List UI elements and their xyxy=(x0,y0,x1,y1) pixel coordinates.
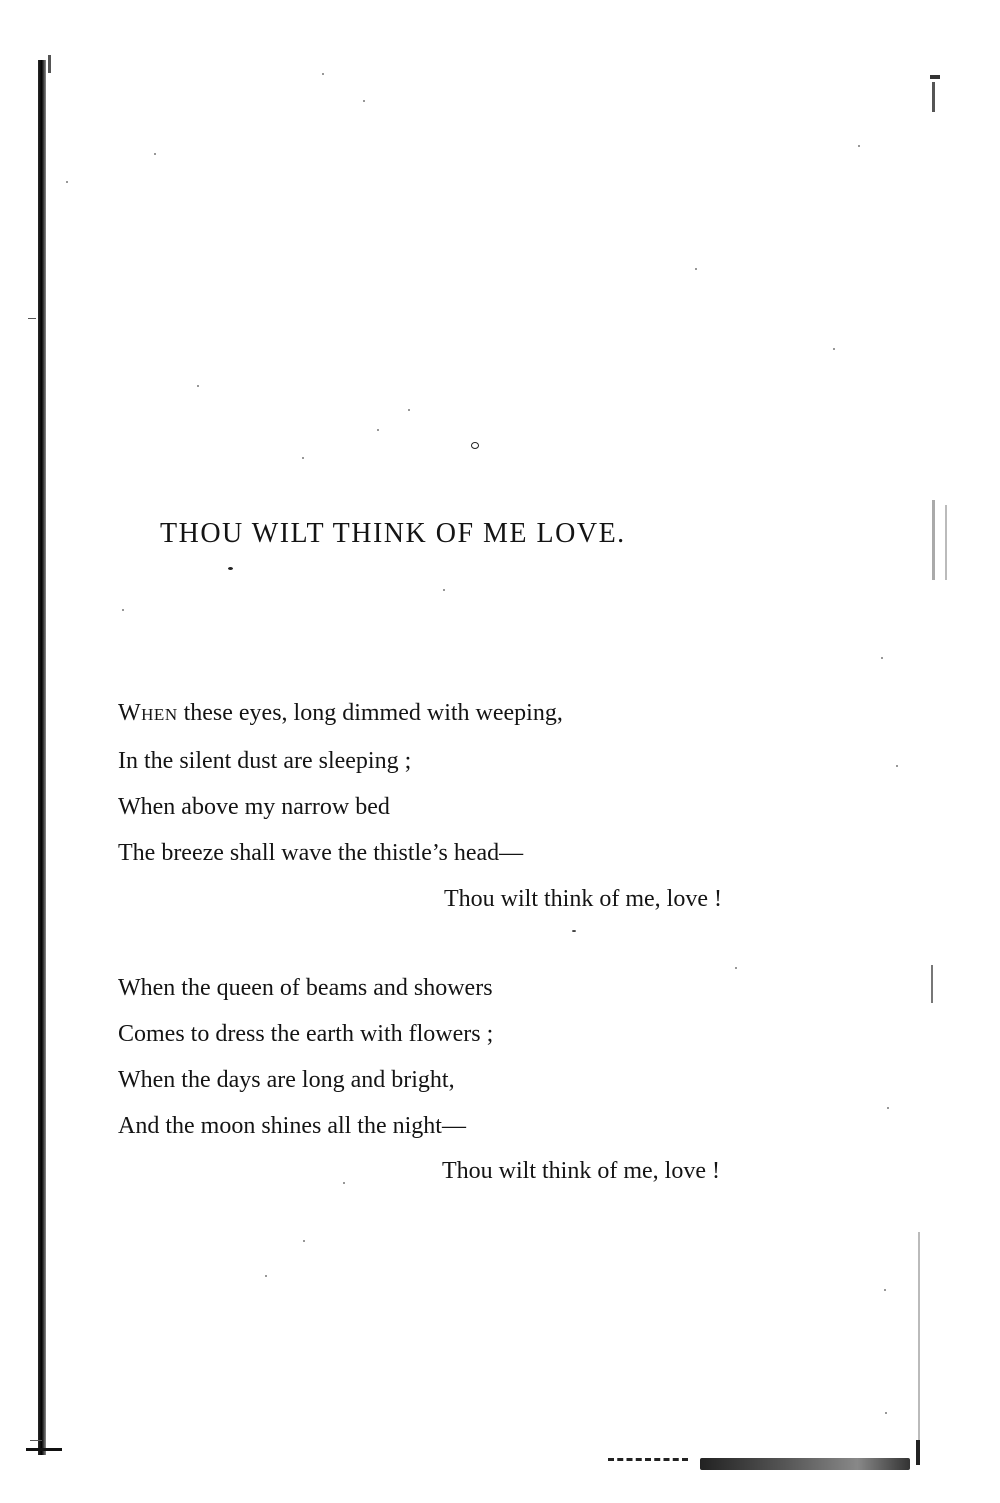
poem-refrain: Thou wilt think of me, love ! xyxy=(442,1158,720,1184)
spine-speck xyxy=(30,1440,42,1441)
speck xyxy=(377,429,379,431)
spine-speck xyxy=(28,318,36,319)
book-spine-foot xyxy=(26,1448,62,1451)
speck xyxy=(884,1289,886,1291)
first-line-rest: these eyes, long dimmed with weeping, xyxy=(177,700,563,726)
poem-line: When the days are long and bright, xyxy=(118,1067,455,1093)
poem-line: When above my narrow bed xyxy=(118,794,390,820)
margin-mark xyxy=(945,505,947,580)
speck xyxy=(343,1182,345,1184)
speck xyxy=(858,145,860,147)
poem-line: Comes to dress the earth with flowers ; xyxy=(118,1021,494,1047)
speck xyxy=(66,181,68,183)
speck xyxy=(735,967,737,969)
margin-mark xyxy=(932,82,935,112)
margin-mark xyxy=(916,1440,920,1465)
margin-mark xyxy=(918,1232,920,1442)
speck xyxy=(302,457,304,459)
poem-line: The breeze shall wave the thistle’s head— xyxy=(118,840,524,866)
speck xyxy=(881,657,883,659)
spine-speck xyxy=(48,55,51,73)
speck xyxy=(896,765,898,767)
speck xyxy=(197,385,199,387)
poem-line: When the queen of beams and showers xyxy=(118,975,493,1001)
margin-mark xyxy=(931,965,933,1003)
bottom-ink-smudge xyxy=(700,1458,910,1470)
ornament-icon xyxy=(471,442,479,449)
speck xyxy=(572,930,576,932)
speck xyxy=(443,589,445,591)
book-spine-edge xyxy=(38,60,46,1455)
speck xyxy=(265,1275,267,1277)
speck xyxy=(887,1107,889,1109)
poem-title: THOU WILT THINK OF ME LOVE. xyxy=(160,518,626,549)
speck xyxy=(695,268,697,270)
poem-refrain: Thou wilt think of me, love ! xyxy=(444,886,722,912)
initial-word: When xyxy=(118,700,178,726)
poem-line: In the silent dust are sleeping ; xyxy=(118,748,412,774)
speck xyxy=(154,153,156,155)
speck xyxy=(122,609,124,611)
speck xyxy=(228,567,233,570)
speck xyxy=(303,1240,305,1242)
margin-mark xyxy=(930,75,940,79)
poem-line xyxy=(118,700,563,727)
poem-line: And the moon shines all the night— xyxy=(118,1113,466,1139)
speck xyxy=(408,409,410,411)
margin-mark xyxy=(932,500,935,580)
speck xyxy=(833,348,835,350)
speck xyxy=(363,100,365,102)
speck xyxy=(322,73,324,75)
bottom-dashes xyxy=(608,1458,688,1469)
speck xyxy=(885,1412,887,1414)
